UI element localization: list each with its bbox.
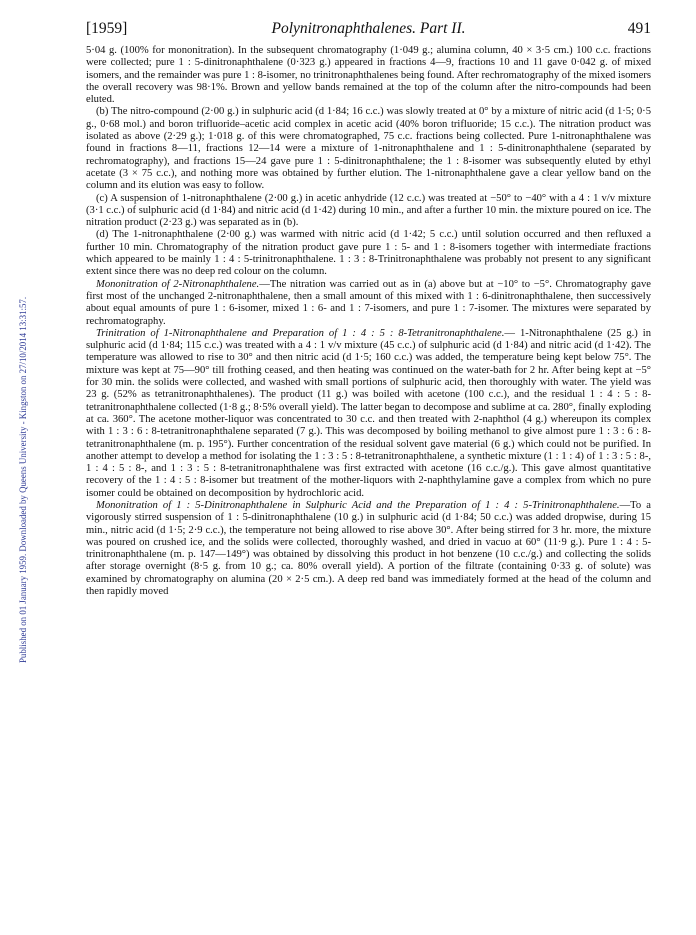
paragraph-continued: [86, 45, 651, 106]
section-heading: Mononitration of 2-Nitronaphthalene.: [96, 278, 260, 290]
paragraph-text: (d) The 1-nitronaphthalene (2·00 g.) was warmed with nitric acid (d 1·42; 5 c.c.) until solution occurred and then refluxed a further 10 min. Chromatography of the nitration product gave pure 1 : 5- and 1 : 8-isomers together with intermediate fractions which appeared to be mainly 1 : 4 : 5-trinitronaphthalene. 1 : 3 : 8-Trinitronaphthalene was probably not present to any significant extent since there was no deep red colour on the column.: [86, 229, 651, 278]
page-header: [86, 20, 651, 40]
paragraph-mononitration-2: [86, 279, 651, 328]
paragraph-mononitration-15: [86, 500, 651, 598]
section-heading: Mononitration of 1 : 5-Dinitronaphthalene in Sulphuric Acid and the Preparation of 1 : 4 : 5-Trinitronaphthalene.: [96, 499, 620, 511]
download-notice: Published on 01 January 1959. Downloaded by Queens University - Kingston on 27/10/2014 13:31:57.: [18, 296, 28, 664]
paragraph-text: —To a vigorously stirred suspension of 1 : 5-dinitronaphthalene (10 g.) in sulphuric acid (d 1·84; 50 c.c.) was added dropwise, during 15 min., nitric acid (d 1·5; 2·9 c.c.), the temperature not being allowed to rise above 30°. After being stirred for 3 hr. more, the mixture was poured on crushed ice, and the solids were collected, thoroughly washed, and dried in vacuo at 60° (11·9 g.). Pure 1 : 4 : 5-trinitronaphthalene (m. p. 147—149°) was obtained by dissolving this product in hot benzene (10 c.c./g.) and collecting the solids after storage overnight (8·5 g. from 10 g.; ca. 80% overall yield). A portion of the filtrate (containing 0·33 g. of solute) was examined by chromatography on alumina (20 × 2·5 cm.). A deep red band was immediately formed at the head of the column and then rapidly moved: [86, 499, 651, 598]
paragraph-b: [86, 106, 651, 192]
paragraph-text: —The nitration was carried out as in (a) above but at −10° to −5°. Chromatography gave first most of the unchanged 2-nitronaphthalene, then a small amount of this mixed with 1 : 6-dinitronaphthalene, then successively about equal amounts of pure 1 : 6-isomer, mixed 1 : 6- and 1 : 7-isomers, and pure 1 : 7-isomer. The mixtures were separated by rechromatography.: [86, 278, 652, 327]
paragraph-text: — 1-Nitronaphthalene (25 g.) in sulphuric acid (d 1·84; 115 c.c.) was treated with a 4 : 1 v/v mixture (45 c.c.) of sulphuric acid (d 1·84) and nitric acid (d 1·42). The temperature was allowed to rise to 30° and then nitric acid (d 1·5; 160 c.c.) was added, the temperature being kept below 75°. The mixture was kept at 75—90° till frothing ceased, and then heating was continued on the water-bath for 2 hr. After being kept at −5° for 30 min. the solids were collected, and washed with small portions of sulphuric acid, then thoroughly with water. The yield was 23 g. (52% as tetranitronaphthalenes). The product (11 g.) was boiled with acetone (100 c.c.), and the residual 1 : 4 : 5 : 8-tetranitronaphthalene collected (1·8 g.; 8·5% overall yield). The latter began to decompose and sublime at ca. 280°, finally exploding at ca. 360°. The acetone mother-liquor was concentrated to 30 c.c. and then treated with 2-naphthol (4 g.) whereupon its complex with 1 : 3 : 6 : 8-tetranitronaphthalene separated (7 g.). This was decomposed by boiling methanol to give almost pure 1 : 3 : 6 : 8-tetranitronaphthalene (m. p. 195°). Further concentration of the residual solvent gave material (6 g.) which could not be purified. In another attempt to develop a method for isolating the 1 : 3 : 5 : 8-tetranitronaphthalene, a synthetic mixture (1 : 1 : 4) of 1 : 3 : 5 : 8-, 1 : 4 : 5 : 8-, and 1 : 3 : 5 : 8-tetranitronaphthalene was first extracted with acetone (16 c.c./g.). This gave almost quantitative recovery of the 1 : 4 : 5 : 8-isomer but treatment of the mother-liquors with 2-naphthylamine gave a complex from which no pure isomer could be obtained on decomposition by hydrochloric acid.: [86, 327, 652, 499]
paragraph-c: [86, 193, 651, 230]
section-heading: Trinitration of 1-Nitronaphthalene and Preparation of 1 : 4 : 5 : 8-Tetranitronaphthalene.: [96, 327, 505, 339]
paragraph-d: [86, 229, 651, 278]
paragraph-text: 5·04 g. (100% for mononitration). In the subsequent chromatography (1·049 g.; alumina column, 40 × 3·5 cm.) 100 c.c. fractions were collected; pure 1 : 5-dinitronaphthalene (0·323 g.) appeared in fractions 4—9, fractions 10 and 11 gave 0·042 g. of mixed isomers, and the remainder was pure 1 : 8-isomer, no trinitronaphthalenes being found. After rechromatography of the mixed isomers the overall recovery was 98·1%. Brown and yellow bands remained at the top of the column after the nitro-compounds had been eluted.: [86, 45, 651, 106]
page-number: 491: [627, 20, 651, 37]
paragraph-text: (c) A suspension of 1-nitronaphthalene (2·00 g.) in acetic anhydride (12 c.c.) was treated at −50° to −40° with a 4 : 1 v/v mixture (3·1 c.c.) of sulphuric acid (d 1·84) and nitric acid (d 1·42) during 10 min., and after a further 10 min. the mixture poured on ice. The nitration product (2·23 g.) was separated as in (b).: [86, 192, 651, 229]
paragraph-trinitration: [86, 328, 651, 500]
paragraph-text: (b) The nitro-compound (2·00 g.) in sulphuric acid (d 1·84; 16 c.c.) was slowly treated at 0° by a mixture of nitric acid (d 1·5; 0·5 g., 0·68 mol.) and boron trifluoride–acetic acid complex in acetic acid (40% boron trifluoride; 15 c.c.). The nitration product was isolated as above (2·29 g.); 1·018 g. of this were chromatographed, 75 c.c. fractions being collected. Pure 1-nitronaphthalene was found in fractions 8—11, fractions 12—14 were a mixture of 1-nitronaphthalene and 1 : 5-dinitronaphthalene (separated by rechromatography), and fractions 15—24 gave pure 1 : 5-dinitronaphthalene; the 1 : 8-isomer was subsequently eluted by ethyl acetate (3 × 75 c.c.), and nothing more was obtained by further elution. The 1-nitronaphthalene gave a clear yellow band on the column and its elution was easy to follow.: [86, 106, 651, 192]
article-body: [86, 45, 651, 598]
header-year: [1959]: [86, 20, 128, 37]
header-title: Polynitronaphthalenes. Part II.: [271, 20, 466, 37]
